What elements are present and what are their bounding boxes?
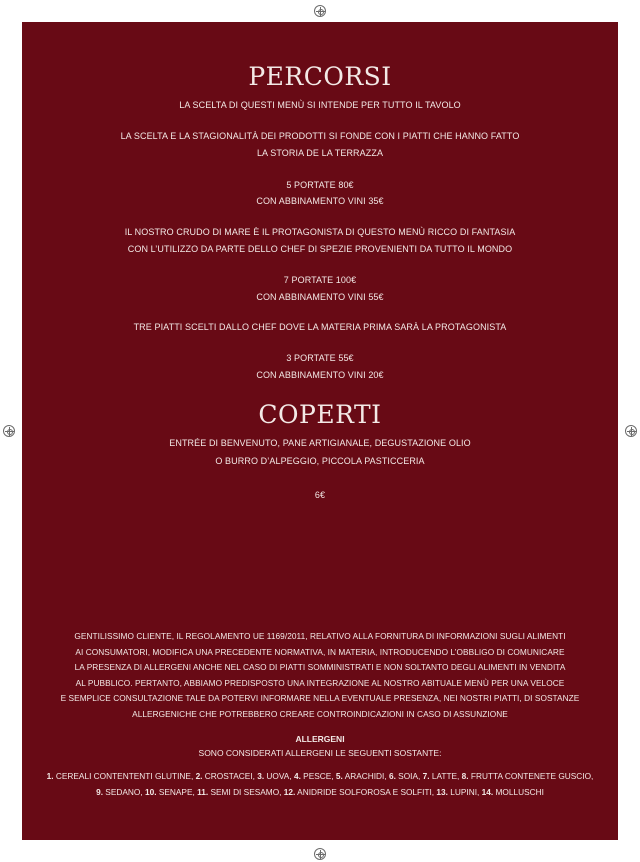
allergen-number: 5.: [335, 771, 343, 781]
allergen-notice-line: E SEMPLICE CONSULTAZIONE TALE DA POTERVI INFORMARE NELLA EVENTUALE PRESENZA, NEI NOSTRI PIATTI, DI SOSTANZE: [60, 693, 580, 703]
allergen-number: 2.: [195, 771, 203, 781]
percorsi-line: LA STORIA DE LA TERRAZZA: [256, 148, 384, 158]
allergen-number: 9.: [96, 787, 103, 797]
allergen-list: [22, 768, 618, 800]
coperti-title: COPERTI: [258, 400, 382, 429]
allergen-number: 1.: [46, 771, 54, 781]
allergeni-subtitle: SONO CONSIDERATI ALLERGENI LE SEGUENTI SOSTANTE:: [198, 748, 442, 758]
allergen-number: 7.: [422, 771, 430, 781]
allergen-notice-line: ALLERGENICHE CHE POTREBBERO CREARE CONTROINDICAZIONI IN CASO DI ASSUNZIONE: [132, 709, 508, 719]
percorsi-line: IL NOSTRO CRUDO DI MARE È IL PROTAGONISTA DI QUESTO MENÙ RICCO DI FANTASIA: [124, 227, 516, 237]
allergen-number: 3.: [257, 771, 265, 781]
coperti-line: O BURRO D’ALPEGGIO, PICCOLA PASTICCERIA: [215, 456, 425, 466]
coperti-line: ENTRÉE DI BENVENUTO, PANE ARTIGIANALE, DEGUSTAZIONE OLIO: [169, 438, 471, 448]
allergen-name: PESCE,: [300, 771, 336, 781]
percorsi-line: CON L’UTILIZZO DA PARTE DELLO CHEF DI SPEZIE PROVENIENTI DA TUTTO IL MONDO: [127, 244, 513, 254]
allergen-number: 4.: [293, 771, 301, 781]
menu-page: [22, 22, 618, 840]
registration-mark-left-icon: [3, 425, 15, 437]
menu-option-courses: 5 PORTATE 80€: [286, 180, 354, 190]
menu-option-wine-pairing: CON ABBINAMENTO VINI 55€: [256, 292, 384, 302]
menu-option-courses: 7 PORTATE 100€: [283, 275, 357, 285]
percorsi-title: PERCORSI: [248, 62, 392, 91]
menu-option-wine-pairing: CON ABBINAMENTO VINI 35€: [256, 196, 384, 206]
allergen-name: SEMI DI SESAMO,: [208, 787, 284, 797]
allergen-number: 11.: [197, 787, 209, 797]
allergen-number: 8.: [461, 771, 469, 781]
percorsi-line: TRE PIATTI SCELTI DALLO CHEF DOVE LA MATERIA PRIMA SARÀ LA PROTAGONISTA: [133, 322, 507, 332]
allergen-notice-line: GENTILISSIMO CLIENTE, IL REGOLAMENTO UE 1169/2011, RELATIVO ALLA FORNITURA DI INFORMAZIONI SUGLI ALIMENTI: [74, 631, 566, 641]
allergen-number: 6.: [388, 771, 396, 781]
allergen-number: 13.: [436, 787, 448, 797]
percorsi-line: LA SCELTA E LA STAGIONALITÀ DEI PRODOTTI SI FONDE CON I PIATTI CHE HANNO FATTO: [120, 131, 520, 141]
coperti-price: 6€: [314, 490, 326, 500]
allergen-name: SOIA,: [395, 771, 423, 781]
registration-mark-right-icon: [625, 425, 637, 437]
allergen-name: ARACHIDI,: [342, 771, 389, 781]
allergen-name: SENAPE,: [156, 787, 198, 797]
allergen-notice-line: LA PRESENZA DI ALLERGENI ANCHE NEL CASO DI PIATTI SOMMINISTRATI E NON SOLTANTO DEGLI ALIMENTI IN VENDITA: [74, 662, 566, 672]
allergen-name: SEDANO,: [103, 787, 145, 797]
registration-mark-bottom-icon: [314, 848, 326, 860]
allergen-name: LUPINI,: [447, 787, 482, 797]
allergeni-title: ALLERGENI: [295, 734, 345, 744]
allergen-name: MOLLUSCHI: [493, 787, 544, 797]
percorsi-line: LA SCELTA DI QUESTI MENÙ SI INTENDE PER TUTTO IL TAVOLO: [179, 100, 461, 110]
allergen-name: ANIDRIDE SOLFOROSA E SOLFITI,: [295, 787, 437, 797]
allergen-notice-line: AL PUBBLICO. PERTANTO, ABBIAMO PREDISPOSTO UNA INTEGRAZIONE AL NOSTRO ABITUALE MENÙ PER UNA VELOCE: [75, 678, 565, 688]
allergen-number: 14.: [481, 787, 494, 797]
allergen-number: 10.: [144, 787, 157, 797]
allergen-number: 12.: [283, 787, 296, 797]
menu-option-courses: 3 PORTATE 55€: [286, 353, 354, 363]
registration-mark-top-icon: [314, 5, 326, 17]
allergen-name: CEREALI CONTENTENTI GLUTINE,: [53, 771, 196, 781]
allergen-name: CROSTACEI,: [202, 771, 258, 781]
allergen-name: UOVA,: [264, 771, 294, 781]
allergen-name: FRUTTA CONTENETE GUSCIO,: [468, 771, 594, 781]
menu-option-wine-pairing: CON ABBINAMENTO VINI 20€: [256, 370, 384, 380]
allergen-name: LATTE,: [429, 771, 462, 781]
allergen-notice-line: AI CONSUMATORI, MODIFICA UNA PRECEDENTE NORMATIVA, IN MATERIA, INTRODUCENDO L’OBBLIGO DI COMUNICARE: [75, 647, 565, 657]
